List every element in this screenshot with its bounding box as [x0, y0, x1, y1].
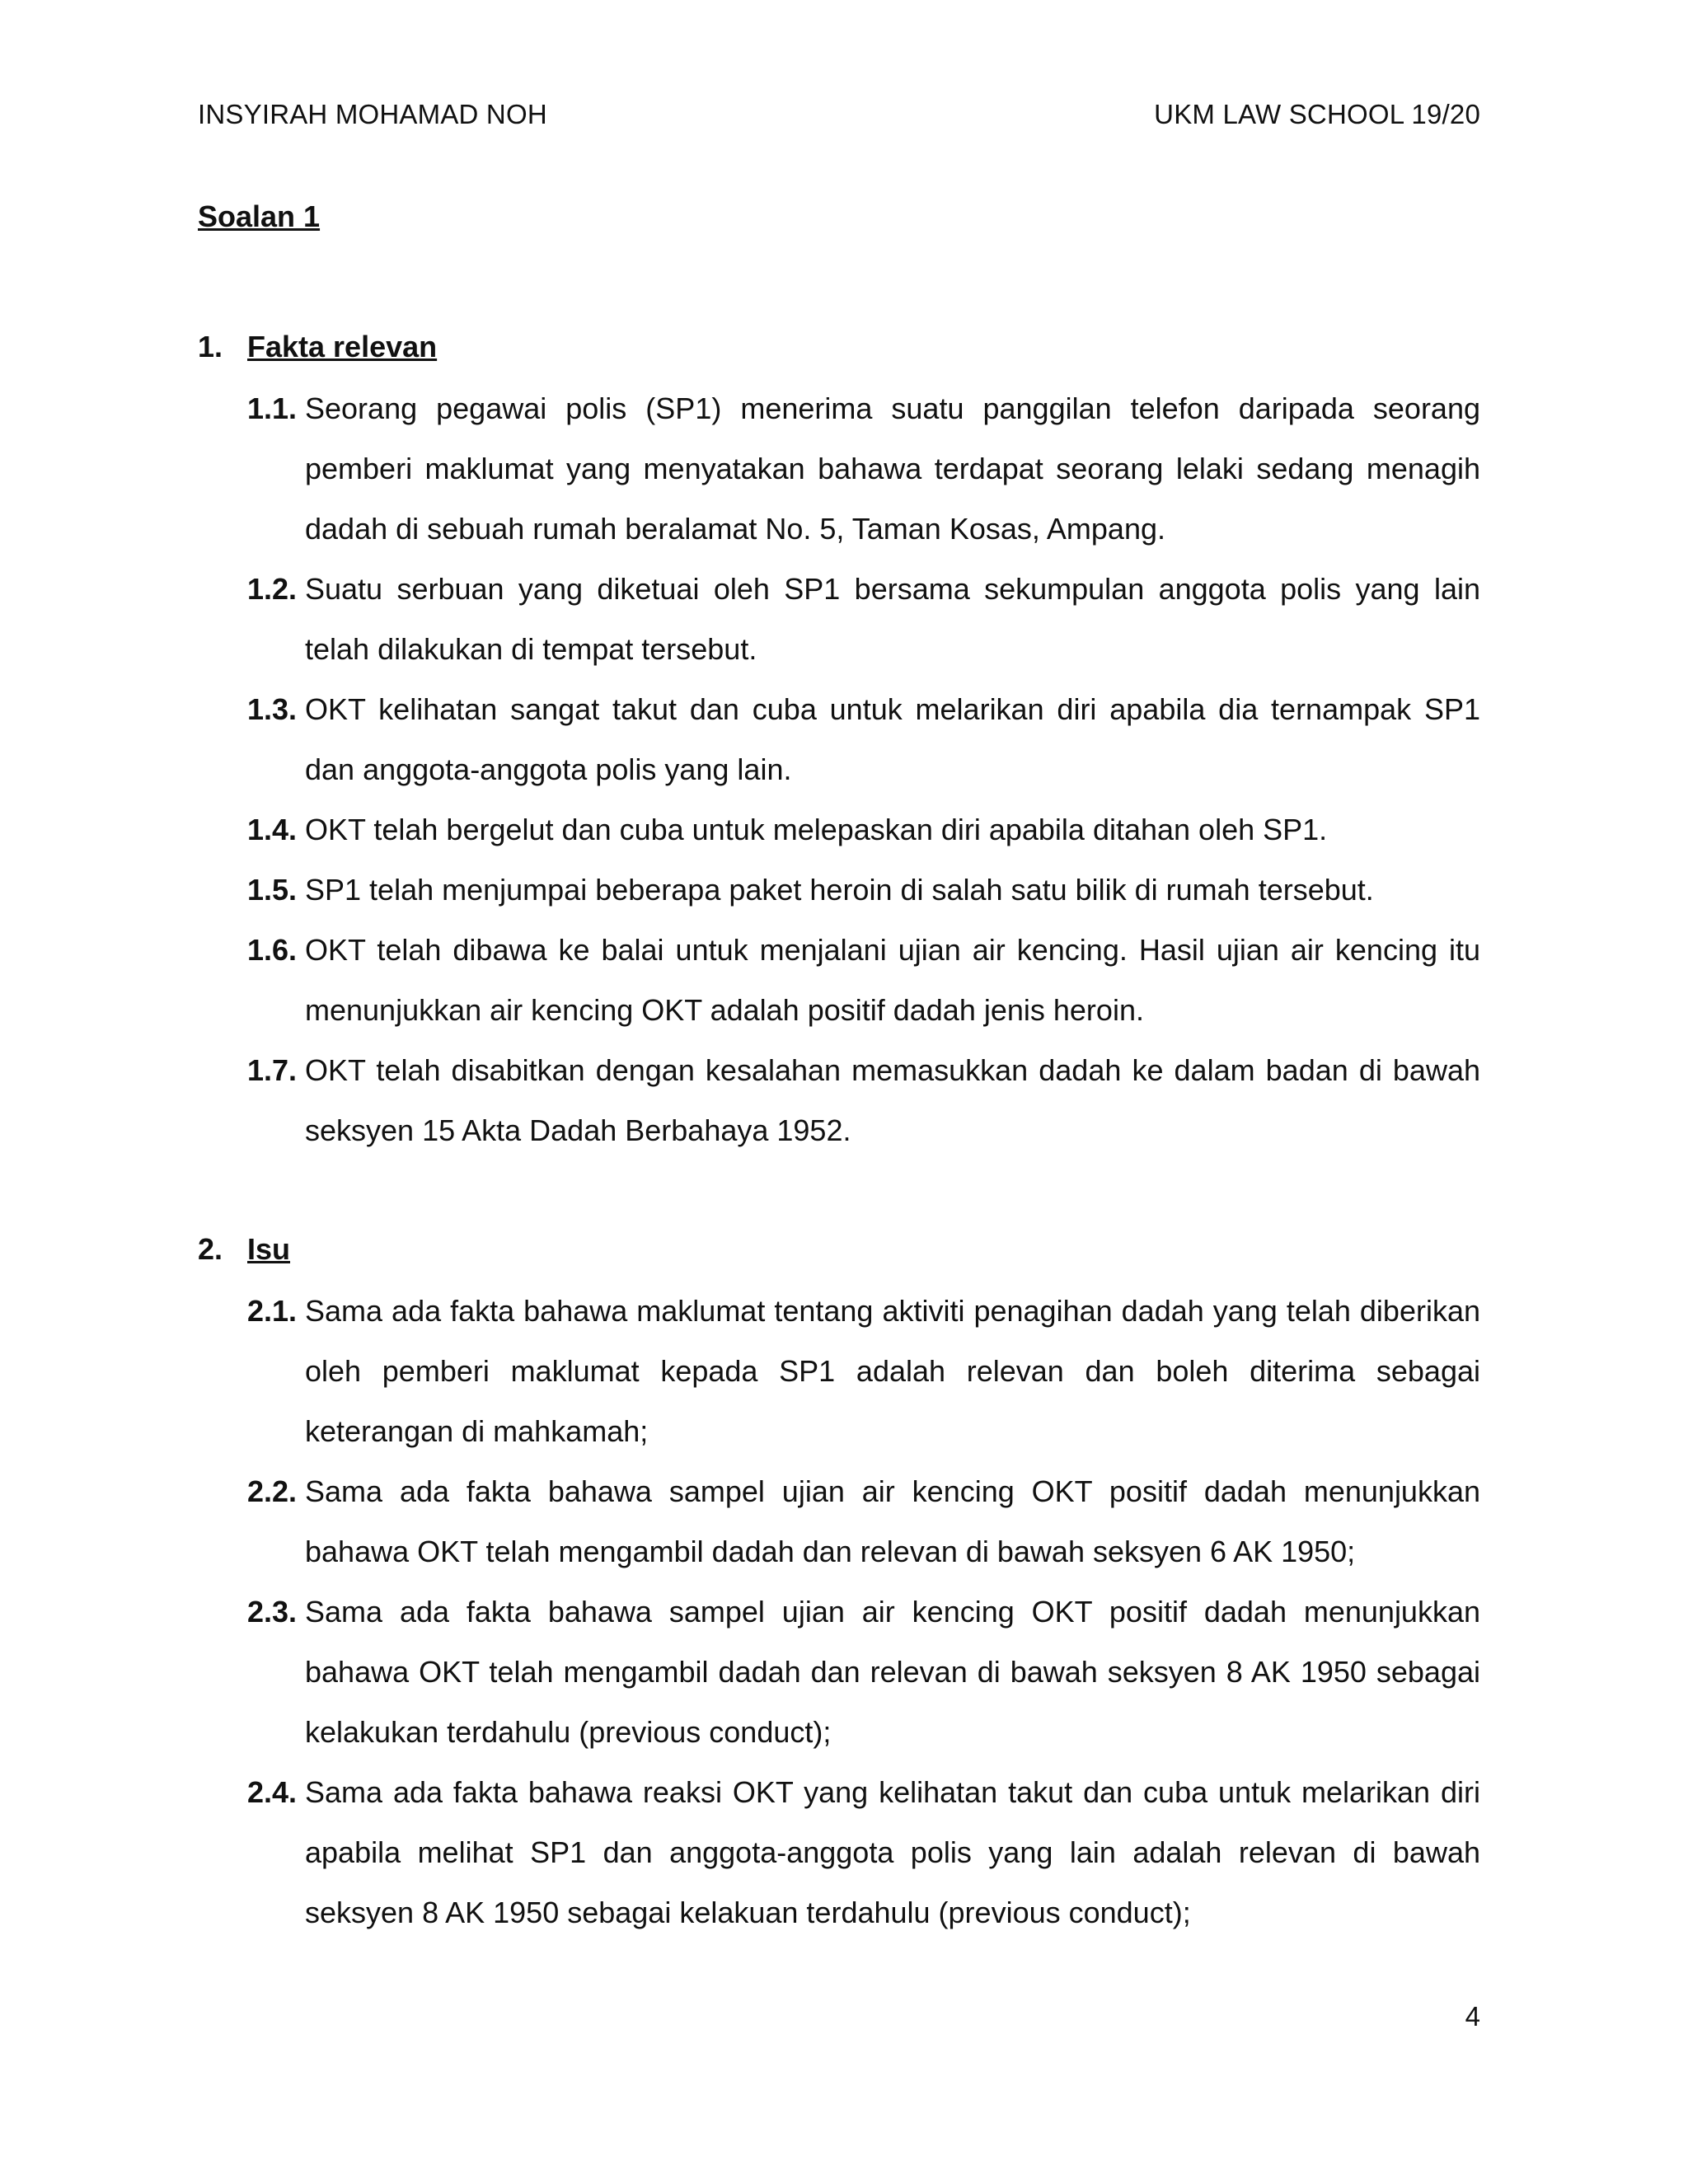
item-text: Seorang pegawai polis (SP1) menerima suatu panggilan telefon daripada seorang pemberi maklumat yang menyatakan bahawa terdapat seorang lelaki sedang menagih dadah di sebuah rumah beralamat No. 5, Taman Kosas, Ampang. [305, 391, 1480, 546]
section-isu [198, 1221, 1480, 1943]
section-number: 1. [198, 330, 223, 363]
item-text: Sama ada fakta bahawa reaksi OKT yang kelihatan takut dan cuba untuk melarikan diri apabila melihat SP1 dan anggota-anggota polis yang lain adalah relevan di bawah seksyen 8 AK 1950 sebagai kelakuan terdahulu (previous conduct); [305, 1775, 1480, 1929]
question-title: Soalan 1 [198, 199, 321, 233]
item-text: Suatu serbuan yang diketuai oleh SP1 bersama sekumpulan anggota polis yang lain telah dilakukan di tempat tersebut. [305, 572, 1480, 666]
list-item [198, 799, 1480, 860]
list-item [198, 1762, 1480, 1943]
list-item [198, 559, 1480, 679]
list-item [198, 1281, 1480, 1461]
list-item [198, 1040, 1480, 1160]
list-item [198, 1582, 1480, 1762]
header-author: INSYIRAH MOHAMAD NOH [198, 99, 547, 129]
list-item [198, 920, 1480, 1040]
item-number: 2.1. [247, 1294, 298, 1328]
item-text: OKT kelihatan sangat takut dan cuba untuk melarikan diri apabila dia ternampak SP1 dan anggota-anggota polis yang lain. [305, 692, 1480, 786]
list-item [198, 378, 1480, 559]
item-number: 1.7. [247, 1053, 298, 1087]
page-number: 4 [1465, 2001, 1480, 2032]
section-number: 2. [198, 1232, 223, 1266]
item-text: Sama ada fakta bahawa maklumat tentang aktiviti penagihan dadah yang telah diberikan oleh pemberi maklumat kepada SP1 adalah relevan dan boleh diterima sebagai keterangan di mahkamah; [305, 1294, 1480, 1448]
section-title: Fakta relevan [247, 330, 438, 363]
item-text: OKT telah bergelut dan cuba untuk melepaskan diri apabila ditahan oleh SP1. [305, 813, 1328, 846]
item-number: 1.6. [247, 933, 298, 967]
list-item [198, 860, 1480, 920]
item-text: SP1 telah menjumpai beberapa paket heroin di salah satu bilik di rumah tersebut. [305, 873, 1374, 907]
item-text: Sama ada fakta bahawa sampel ujian air kencing OKT positif dadah menunjukkan bahawa OKT telah mengambil dadah dan relevan di bawah seksyen 6 AK 1950; [305, 1474, 1480, 1568]
item-number: 2.4. [247, 1775, 298, 1809]
section-heading [198, 318, 1480, 376]
list-item [198, 679, 1480, 799]
header-school: UKM LAW SCHOOL 19/20 [1154, 99, 1480, 129]
item-number: 2.3. [247, 1595, 298, 1629]
section-heading [198, 1221, 1480, 1278]
item-number: 1.4. [247, 813, 298, 846]
item-number: 1.2. [247, 572, 298, 606]
page-header [198, 99, 1480, 130]
item-text: Sama ada fakta bahawa sampel ujian air kencing OKT positif dadah menunjukkan bahawa OKT telah mengambil dadah dan relevan di bawah seksyen 8 AK 1950 sebagai kelakukan terdahulu (previous conduct); [305, 1595, 1480, 1749]
section-fakta-relevan [198, 318, 1480, 1160]
item-number: 2.2. [247, 1474, 298, 1508]
item-number: 1.1. [247, 391, 298, 425]
list-item [198, 1461, 1480, 1582]
item-number: 1.5. [247, 873, 298, 907]
item-text: OKT telah dibawa ke balai untuk menjalani ujian air kencing. Hasil ujian air kencing itu menunjukkan air kencing OKT adalah positif dadah jenis heroin. [305, 933, 1480, 1027]
item-number: 1.3. [247, 692, 298, 726]
section-title: Isu [247, 1232, 291, 1266]
item-text: OKT telah disabitkan dengan kesalahan memasukkan dadah ke dalam badan di bawah seksyen 15 Akta Dadah Berbahaya 1952. [305, 1053, 1480, 1147]
